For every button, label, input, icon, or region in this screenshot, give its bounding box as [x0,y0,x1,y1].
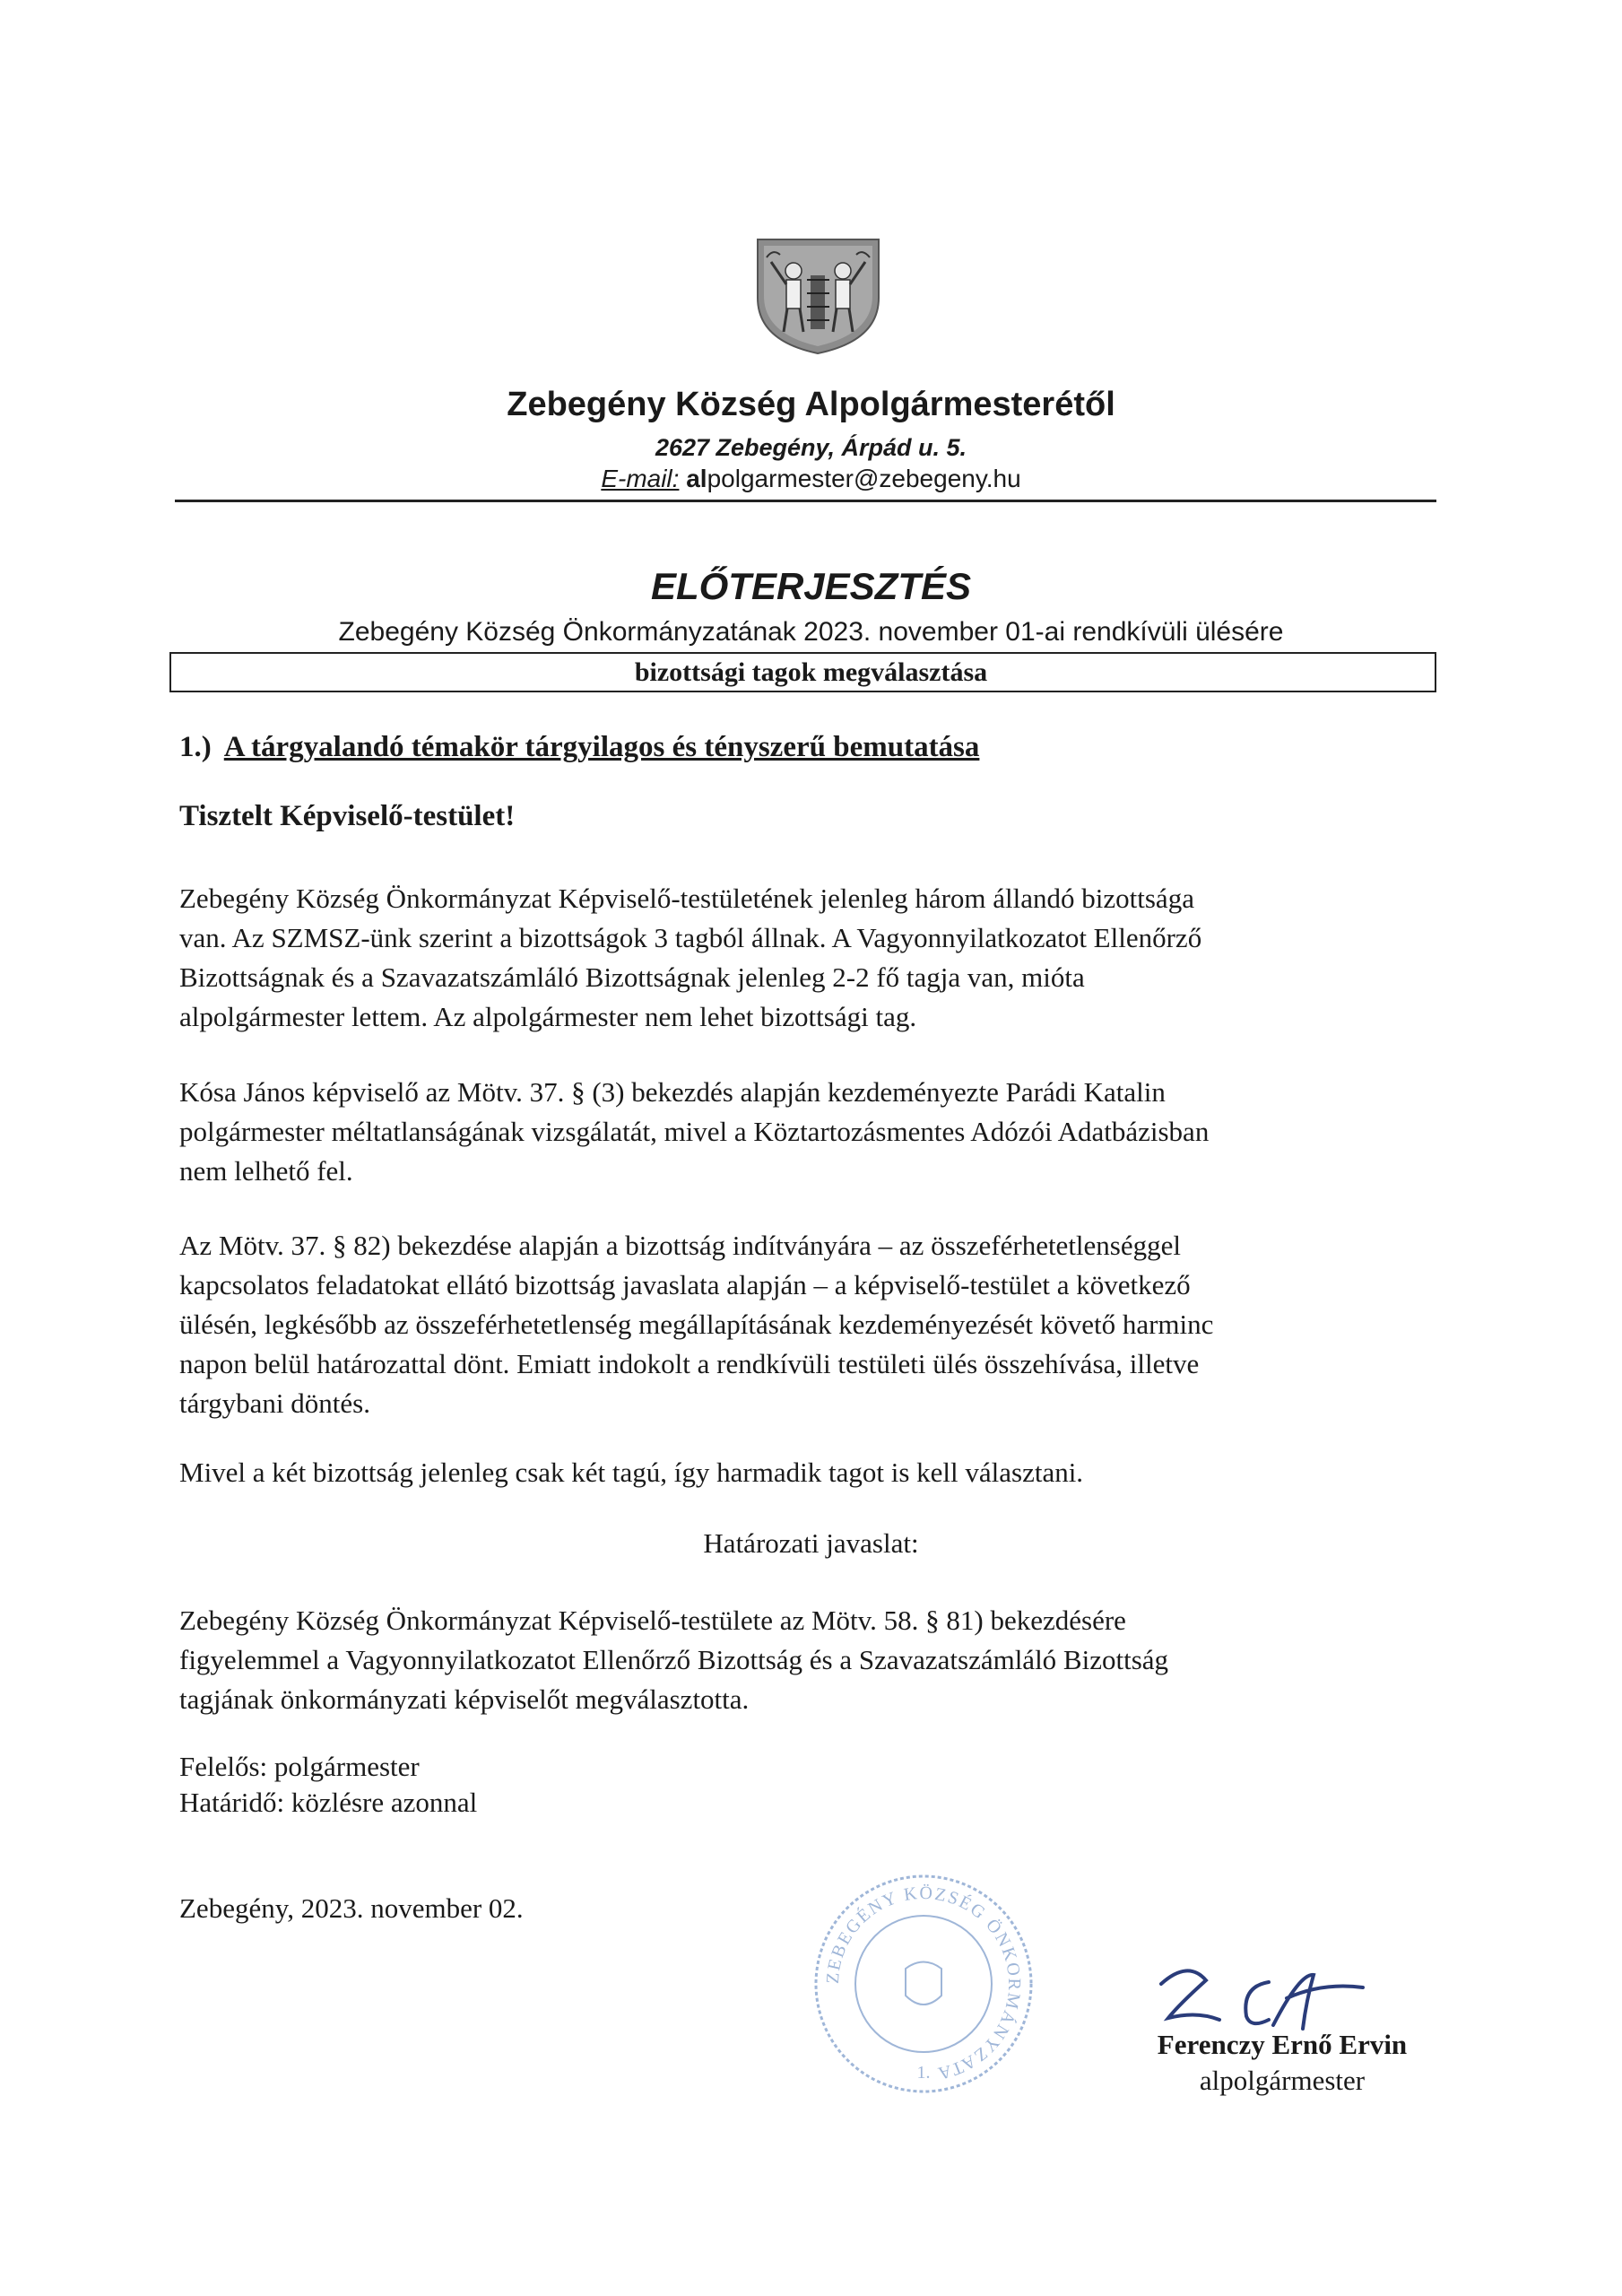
sender-email [0,465,1622,493]
handwritten-signature [1152,1955,1376,2040]
paragraph-committees [179,879,1435,1037]
paragraph-line: van. Az SZMSZ-ünk szerint a bizottságok 3 tagból állnak. A Vagyonnyilatkozatot Ellenőrző [179,922,1202,953]
paragraph-line: Mivel a két bizottság jelenleg csak két tagú, így harmadik tagot is kell választani. [179,1457,1084,1488]
place-and-date: Zebegény, 2023. november 02. [179,1892,524,1924]
paragraph-line: Zebegény Község Önkormányzat Képviselő-testületének jelenleg három állandó bizottsága [179,883,1194,914]
section-number: 1.) [179,731,212,763]
paragraph-line: kapcsolatos feladatokat ellátó bizottság javaslata alapján – a képviselő-testület a következő [179,1269,1191,1300]
deadline-line: Határidő: közlésre azonnal [179,1787,478,1818]
paragraph-line: Az Mötv. 37. § 82) bekezdése alapján a bizottság indítványára – az összeférhetetlenséggel [179,1230,1181,1261]
header-divider [175,500,1436,502]
sender-title: Zebegény Község Alpolgármesterétől [507,386,1115,423]
paragraph-line: polgármester méltatlanságának vizsgálatát, mivel a Köztartozásmentes Adózói Adatbázisban [179,1116,1210,1147]
paragraph-line: alpolgármester lettem. Az alpolgármester nem lehet bizottsági tag. [179,1001,917,1032]
stamp-ring-text: ZEBEGÉNY KÖZSÉG ÖNKORMÁNYZATA [822,1883,1025,2083]
paragraph-initiative [179,1073,1435,1191]
salutation: Tisztelt Képviselő-testület! [179,800,516,832]
paragraph-line: tagjának önkormányzati képviselőt megválasztotta. [179,1683,750,1715]
section-heading-text: A tárgyalandó témakör tárgyilagos és tényszerű bemutatása [223,731,980,763]
section-heading [179,731,979,764]
responsible-line: Felelős: polgármester [179,1751,420,1782]
email-value-bold: al [686,465,707,492]
paragraph-line: ülésén, legkésőbb az összeférhetetlenség megállapításának kezdeményezését követő harminc [179,1309,1214,1340]
official-stamp [807,1870,1040,2099]
svg-text:ZEBEGÉNY KÖZSÉG ÖNKORMÁNYZATA [823,1883,1024,2083]
paragraph-line: Kósa János képviselő az Mötv. 37. § (3) bekezdés alapján kezdeményezte Parádi Katalin [179,1076,1166,1108]
paragraph-legal-basis [179,1226,1435,1423]
responsibility-block [179,1749,477,1821]
paragraph-line: nem lelhető fel. [179,1155,353,1187]
paragraph-third-member [179,1453,1435,1492]
email-label: E-mail: [601,465,680,492]
signer-name: Ferenczy Ernő Ervin [1157,2029,1408,2060]
paragraph-line: tárgybani döntés. [179,1387,370,1419]
document-subtitle: Zebegény Község Önkormányzatának 2023. november 01-ai rendkívüli ülésére [338,617,1284,647]
decision-proposal-label: Határozati javaslat: [703,1527,919,1559]
sender-address: 2627 Zebegény, Árpád u. 5. [655,434,967,461]
stamp-number: 1. [916,2063,931,2083]
subject-text: bizottsági tagok megválasztása [634,657,988,687]
signer-title: alpolgármester [1199,2065,1366,2096]
paragraph-resolution [179,1601,1435,1719]
paragraph-line: Bizottságnak és a Szavazatszámláló Bizottságnak jelenleg 2-2 fő tagja van, mióta [179,961,1085,993]
paragraph-line: Zebegény Község Önkormányzat Képviselő-testülete az Mötv. 58. § 81) bekezdésére [179,1605,1126,1636]
coat-of-arms-emblem [753,235,883,356]
email-value: polgarmester@zebegeny.hu [707,465,1021,492]
paragraph-line: napon belül határozattal dönt. Emiatt indokolt a rendkívüli testületi ülés összehívása, illetve [179,1348,1200,1379]
document-title: ELŐTERJESZTÉS [650,565,972,607]
paragraph-line: figyelemmel a Vagyonnyilatkozatot Ellenőrző Bizottság és a Szavazatszámláló Bizottság [179,1644,1169,1675]
